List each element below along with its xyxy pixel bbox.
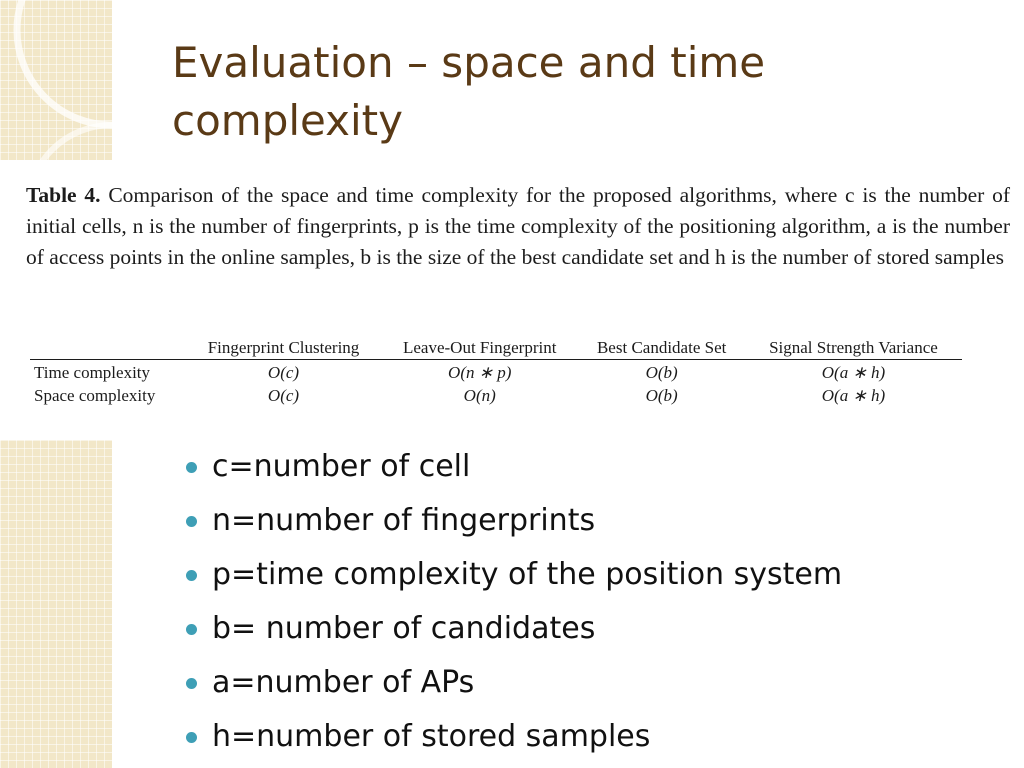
complexity-table (30, 336, 962, 406)
table-caption-text: Comparison of the space and time complexity for the proposed algorithms, where c is the number of initial cells, n is the number of fingerprints, p is the time complexity of the positioning algorithm, a is the number of access points in the online samples, b is the size of the best candidate set and h is the number of stored samples (26, 183, 1011, 269)
bullet-dot-icon (186, 570, 197, 581)
decorative-swirl (0, 0, 112, 160)
list-item (186, 602, 1006, 656)
bullet-text: a=number of APs (212, 665, 475, 700)
slide-title-line1: Evaluation – space and time (172, 38, 766, 87)
table-row (30, 360, 962, 384)
list-item (186, 494, 1006, 548)
table-row-label: Time complexity (34, 363, 151, 382)
table-header-blank (30, 336, 186, 360)
table-header-leave-out-fingerprint: Leave-Out Fingerprint (381, 336, 578, 360)
table-cell: O(b) (645, 363, 678, 382)
table-header-row (30, 336, 962, 360)
bullet-dot-icon (186, 462, 197, 473)
bullet-dot-icon (186, 678, 197, 689)
list-item (186, 548, 1006, 602)
table-header-signal-strength-variance: Signal Strength Variance (745, 336, 962, 360)
table-caption (26, 180, 1010, 273)
table-cell: O(a ∗ h) (821, 363, 886, 382)
table-cell: O(c) (267, 363, 300, 382)
table-header-best-candidate-set: Best Candidate Set (578, 336, 744, 360)
table-cell: O(n) (463, 386, 496, 405)
bullet-text: c=number of cell (212, 449, 471, 484)
bullet-dot-icon (186, 624, 197, 635)
list-item (186, 440, 1006, 494)
table-cell: O(c) (267, 386, 300, 405)
table-header-fingerprint-clustering: Fingerprint Clustering (186, 336, 381, 360)
table-row (30, 383, 962, 406)
list-item (186, 656, 1006, 710)
table-caption-label: Table 4. (26, 183, 101, 207)
bullet-text: b= number of candidates (212, 611, 596, 646)
list-item (186, 710, 1006, 764)
table-cell: O(b) (645, 386, 678, 405)
bullet-list (186, 440, 1006, 764)
slide-title-line2: complexity (172, 96, 403, 145)
table-row-label: Space complexity (34, 386, 156, 405)
slide-title (172, 34, 992, 150)
bullet-text: p=time complexity of the position system (212, 557, 843, 592)
table-cell: O(n ∗ p) (448, 363, 512, 382)
bullet-text: h=number of stored samples (212, 719, 651, 754)
table-cell: O(a ∗ h) (821, 386, 886, 405)
paper-excerpt (22, 170, 1012, 440)
bullet-dot-icon (186, 732, 197, 743)
bullet-text: n=number of fingerprints (212, 503, 596, 538)
bullet-dot-icon (186, 516, 197, 527)
decorative-pattern-bottom (0, 440, 112, 768)
